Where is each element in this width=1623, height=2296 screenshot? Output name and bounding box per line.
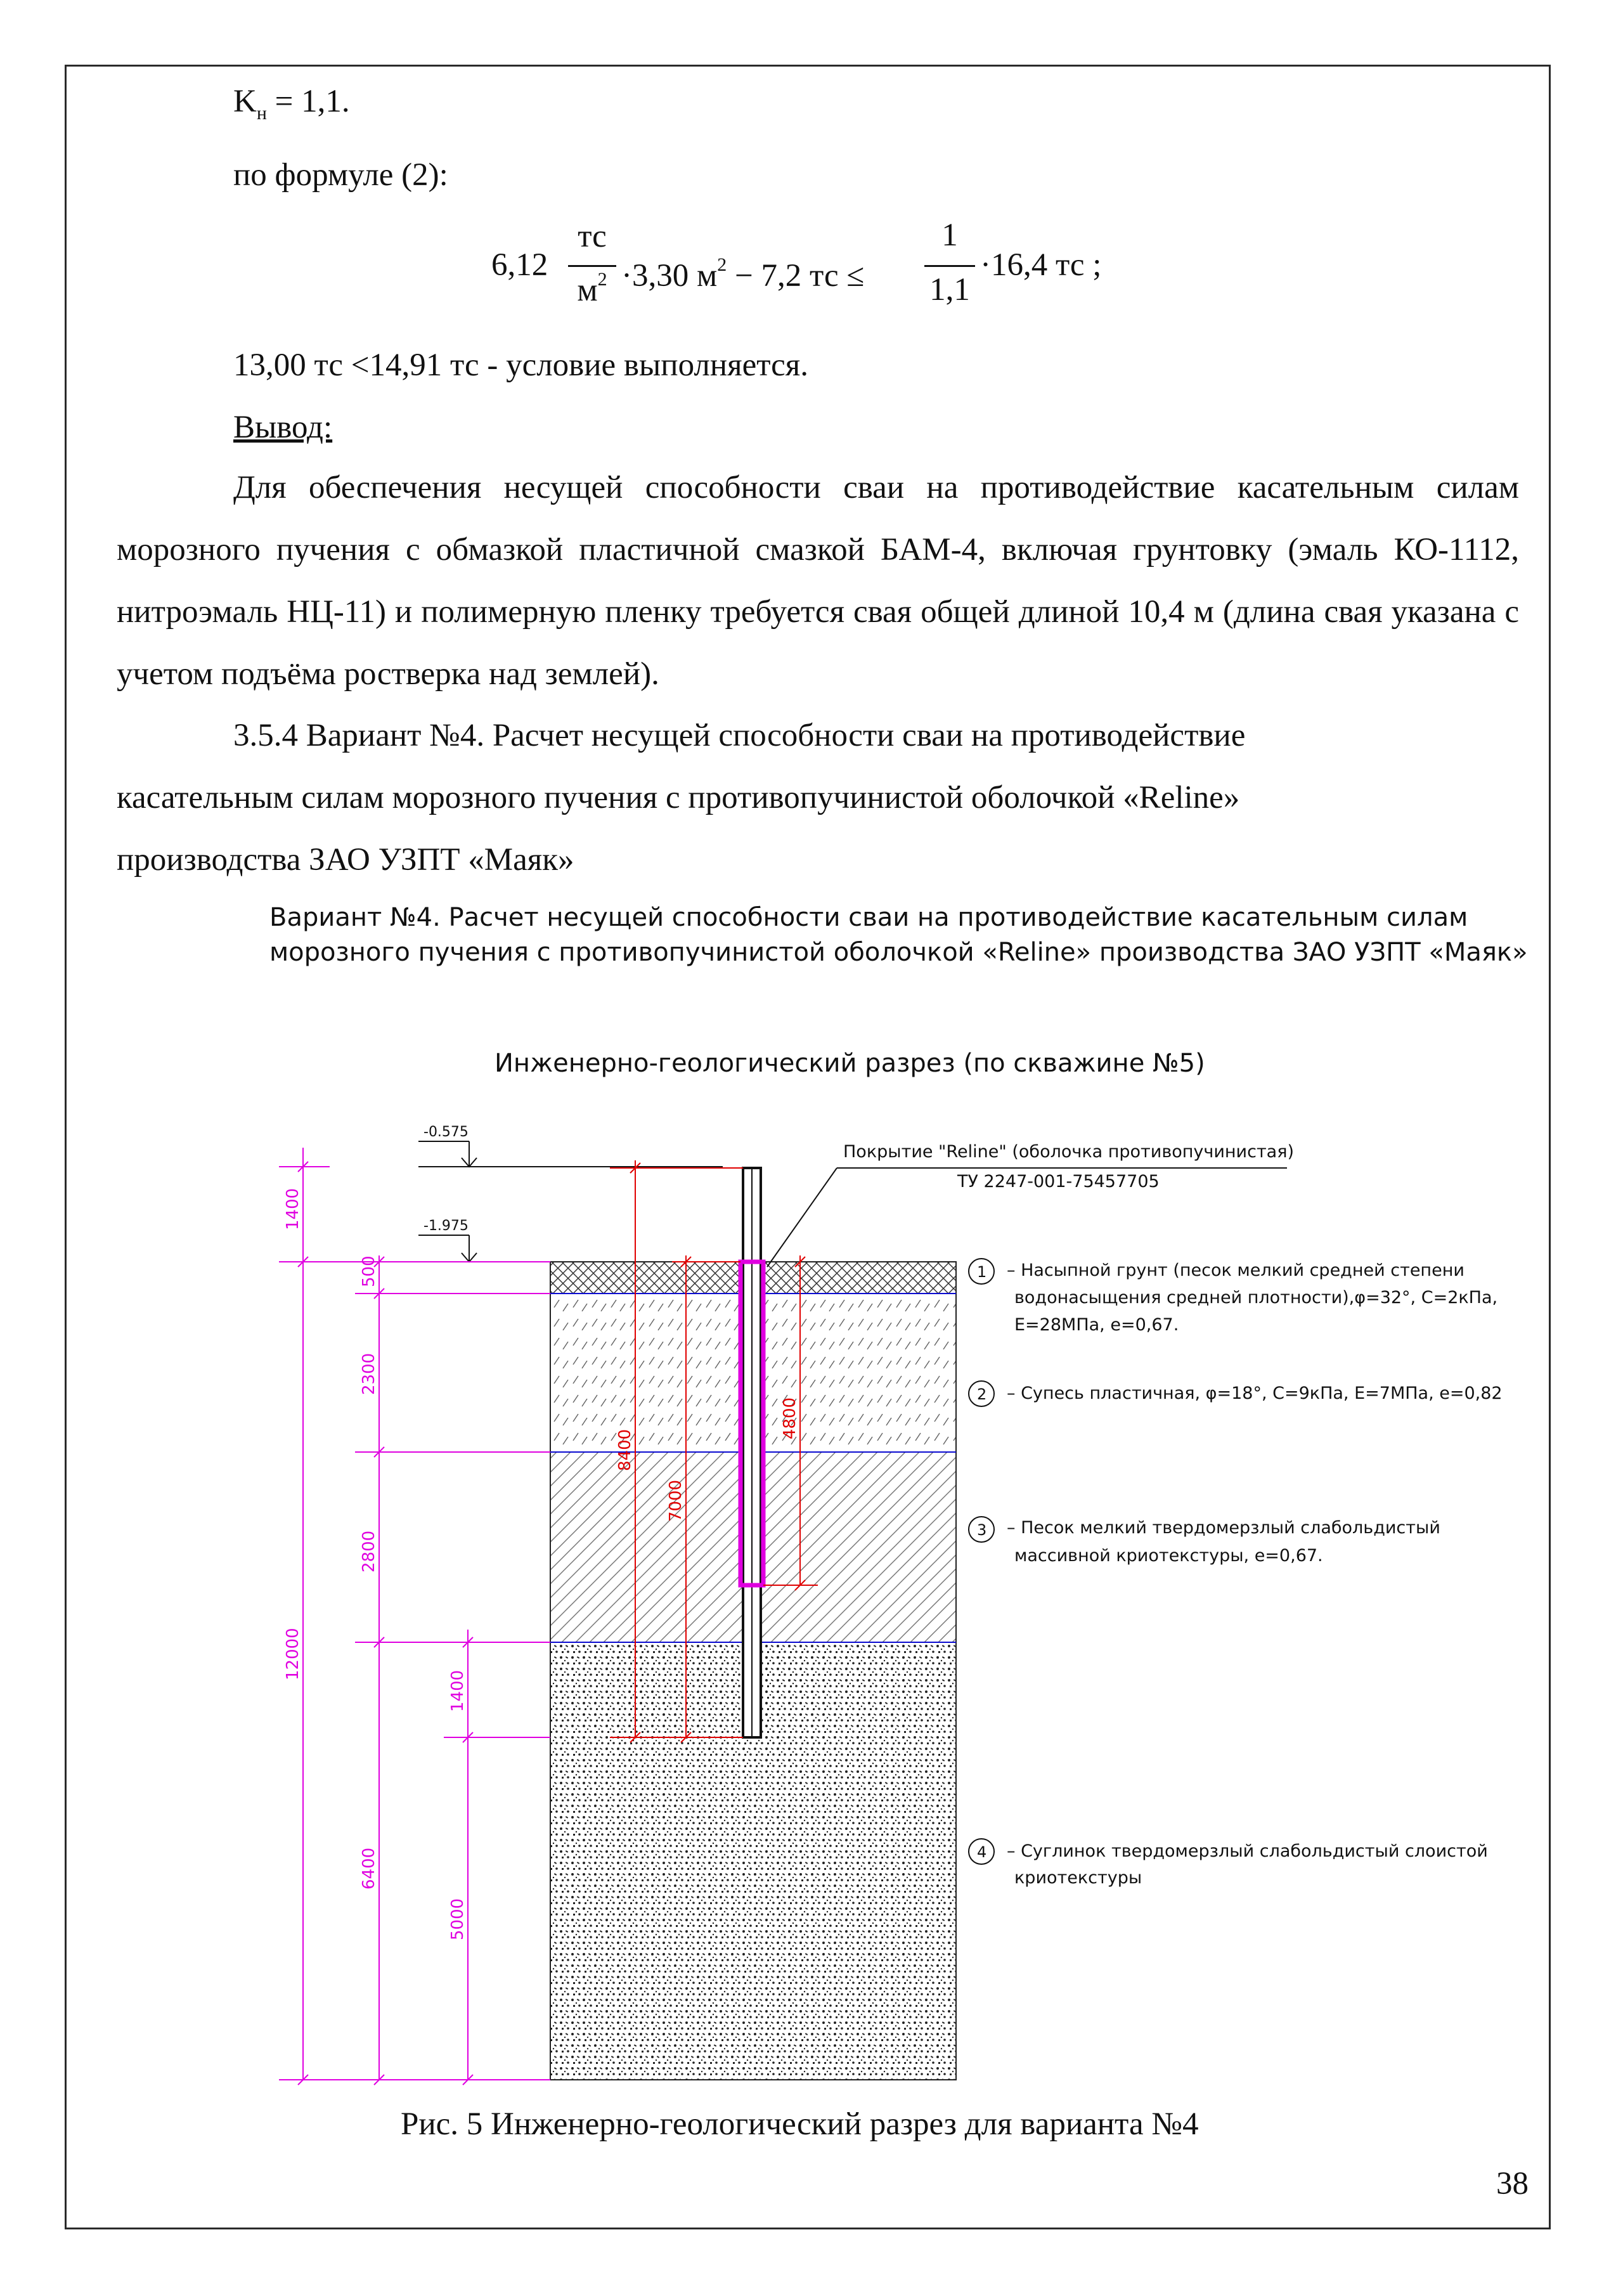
formula-frac2-den: 1,1	[929, 272, 970, 308]
condition-text: 13,00 тс <14,91 тс - условие выполняется.	[233, 347, 808, 383]
dim-1400-top: 1400	[283, 1188, 302, 1230]
drawing-title-line1: Вариант №4. Расчет несущей способности сваи на противодействие касательным силам	[269, 903, 1468, 932]
dim-500: 500	[359, 1255, 378, 1287]
kn-symbol: K	[233, 84, 257, 119]
dim-1400-inner: 1400	[448, 1670, 467, 1712]
dim-5000: 5000	[448, 1898, 467, 1940]
formula-coef: 6,12	[491, 247, 548, 283]
layer-4-desc-line2: криотекстуры	[1014, 1868, 1142, 1888]
dim-2800: 2800	[359, 1530, 378, 1573]
layer-3-number: 3	[977, 1521, 987, 1539]
layer-1-desc-line2: водонасыщения средней плотности),φ=32°, С=2кПа,	[1014, 1288, 1498, 1307]
coating-leader	[767, 1142, 1294, 1267]
level-marker-ground	[418, 1218, 477, 1262]
section-heading-line1: 3.5.4 Вариант №4. Расчет несущей способности сваи на противодействие	[233, 718, 1246, 753]
dimension-lines	[279, 1148, 550, 2085]
page-number: 38	[1496, 2166, 1529, 2202]
layer-2-number: 2	[977, 1385, 987, 1403]
formula-frac2-num: 1	[941, 217, 958, 253]
dim-4800: 4800	[780, 1397, 799, 1439]
layer-1-number: 1	[977, 1263, 987, 1281]
figure-caption: Рис. 5 Инженерно-геологический разрез для варианта №4	[401, 2106, 1199, 2142]
dim-2300: 2300	[359, 1352, 378, 1395]
dim-6400: 6400	[359, 1847, 378, 1890]
formula-frac1-num: тс	[578, 219, 607, 254]
level-marker-top	[418, 1124, 723, 1167]
layer-2-desc-line1: – Супесь пластичная, φ=18°, С=9кПа, Е=7МПа, е=0,82	[1007, 1384, 1503, 1403]
coating-label-line1: Покрытие "Reline" (оболочка противопучинистая)	[843, 1142, 1294, 1162]
formula-mid: ·3,30 $м^2 - 7,2$ тс ≤	[621, 254, 865, 294]
level-top-label: -0.575	[424, 1124, 469, 1140]
layer-1-desc-line1: – Насыпной грунт (песок мелкий средней степени	[1007, 1261, 1465, 1280]
dim-7000: 7000	[666, 1479, 685, 1522]
layer-3-desc-line2: массивной криотекстуры, е=0,67.	[1014, 1546, 1323, 1566]
layer-legend-3	[969, 1517, 1440, 1566]
dim-12000: 12000	[283, 1628, 302, 1680]
formula-frac1-den: $м^2$	[577, 269, 607, 308]
layer-legend-4	[969, 1839, 1488, 1888]
layer-1-desc-line3: Е=28МПа, е=0,67.	[1014, 1315, 1179, 1335]
section-heading-line3: производства ЗАО УЗПТ «Маяк»	[117, 842, 574, 878]
layer-4-desc-line1: – Суглинок твердомерзлый слабольдистый слоистой	[1007, 1841, 1488, 1861]
kn-value: = 1,1.	[275, 84, 350, 119]
dim-8400: 8400	[616, 1429, 635, 1471]
layer-3-desc-line1: – Песок мелкий твердомерзлый слабольдистый	[1007, 1518, 1440, 1538]
coating-label-line2: ТУ 2247-001-75457705	[957, 1172, 1160, 1191]
layer-4-number: 4	[977, 1843, 987, 1861]
kn-subscript: н	[256, 103, 267, 124]
pile	[740, 1168, 763, 1737]
conclusion-paragraph: Для обеспечения несущей способности сваи на противодействие касательным силам морозного пучения с обмазкой пластичной смазкой БАМ-4, включая грунтовку (эмаль КО-1112, нитроэмаль НЦ-11) и полимерную пленку требуется свая общей длиной 10,4 м (длина свая указана с учетом подъёма ростверка над землей).	[117, 470, 1519, 692]
formula-tail: ·16,4 тс ;	[980, 247, 1102, 283]
layer-legend-1	[969, 1259, 1497, 1335]
dimension-labels	[283, 1188, 467, 1940]
section-heading-line2: касательным силам морозного пучения с противопучинистой оболочкой «Reline»	[117, 780, 1240, 815]
layer-legend-2	[969, 1381, 1503, 1406]
drawing-title-line2: морозного пучения с противопучинистой оболочкой «Reline» производства ЗАО УЗПТ «Маяк»	[269, 938, 1528, 967]
formula-reference: по формуле (2):	[233, 157, 448, 193]
level-ground-label: -1.975	[424, 1218, 469, 1234]
conclusion-heading: Вывод:	[233, 410, 333, 445]
section-title: Инженерно-геологический разрез (по скважине №5)	[495, 1049, 1205, 1078]
